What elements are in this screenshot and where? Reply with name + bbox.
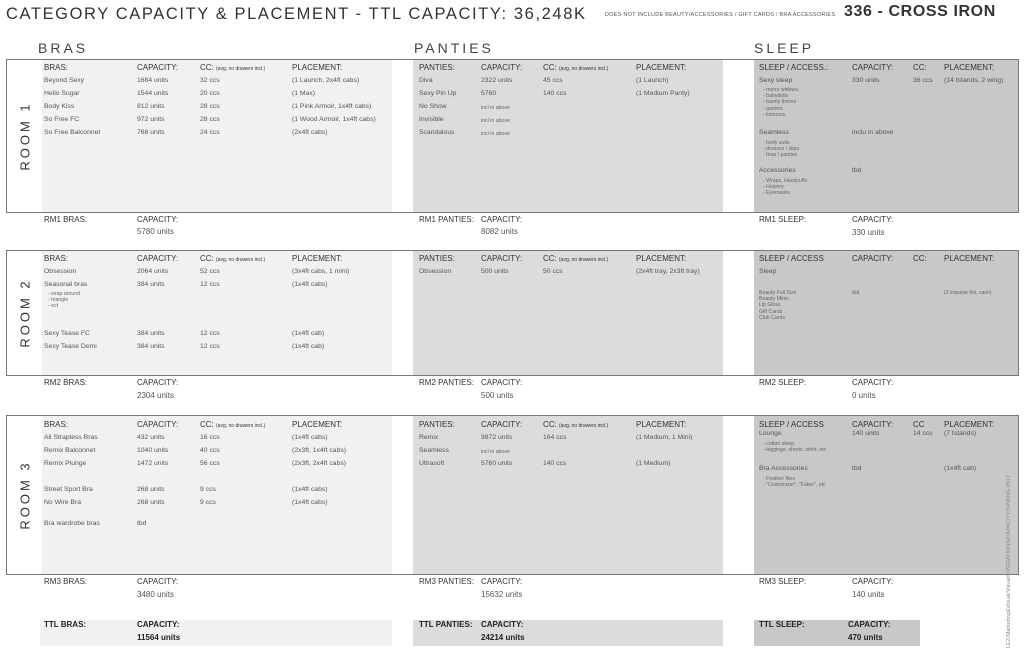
cell-rooms-r2-bras2-0-cc: 12 ccs [200,330,220,337]
cell-rooms-r2-bras_subs-2: - ect [48,303,59,310]
cell-rooms-r3-sleep-bra_acc_subs-1: - "Customizer", "Faker", etc [763,482,826,489]
cell-labels-cc_note: (avg, no drawers incl.) [559,257,609,263]
cell-rooms-r1-sleep-sexy_subs-4: - kimonos [763,111,786,118]
cell-rooms-r1-panties-2-name: No Show [419,103,447,110]
room2-label: ROOM 2 [17,278,32,348]
cell-rooms-r2-bras-1-name: Seasonal bras [44,281,88,288]
cell-rooms-r3-bras-1-cap: 1040 units [137,447,169,454]
cell-rooms-r1-sleep-seamless_subs-1: - dresses / slips [763,146,800,153]
cell-rooms-r1-panties-4-cap: incl in above [481,131,510,137]
cell-rooms-r1-sleep-acc_subs-2: - Eyemasks [763,190,791,197]
cell-rooms-r3-sleep-bra_acc: Bra Accessories [759,465,808,472]
total-sleep-value: 470 units [848,633,883,642]
cell-rooms-r1-bras-2-pl: (1 Pink Armoir, 1x4ft cabs) [292,103,372,110]
total-panties-value: 24214 units [481,633,525,642]
cell-rooms-r3-bras2-0-cap: 268 units [137,486,165,493]
cell-labels-placement: PLACEMENT: [944,420,995,429]
cell-rooms-r1-bras-3-cap: 972 units [137,116,165,123]
cell-labels-capacity: CAPACITY: [852,63,894,72]
total-sleep-label: TTL SLEEP: [759,620,805,629]
cell-rooms-r3-sum_sleep_val: 140 units [852,590,885,599]
cell-rooms-r2-sum_bras_val: 2304 units [137,391,174,400]
cell-rooms-r1-sum_bras_val: 5780 units [137,227,174,236]
cell-rooms-r1-panties-0-cap: 2322 units [481,77,513,84]
cell-rooms-r2-sum_sleep_val: 0 units [852,391,876,400]
cell-rooms-r1-panties-4-name: Scandalous [419,129,455,136]
cell-rooms-r3-bras-2-pl: (2x3ft, 2x4ft cabs) [292,460,347,467]
cell-rooms-r3-wardrobe-name: Bra wardrobe bras [44,520,100,527]
cell-rooms-r2-sleep-item: Sleep [759,268,777,275]
cell-rooms-r3-bras2-0-name: Street Sport Bra [44,486,93,493]
cell-rooms-r1-sleep-seamless_cap: inclu in above [852,129,894,136]
cell-labels-placement: PLACEMENT: [292,420,343,429]
cell-rooms-r3-bras-2-cap: 1472 units [137,460,169,467]
cell-rooms-r3-sleep-bra_acc_pl: (1x4ft cab) [944,465,977,472]
cell-rooms-r2-bras2-0-name: Sexy Tease FC [44,330,90,337]
cell-labels-capacity: CAPACITY: [137,420,179,429]
cell-rooms-r3-sleep-lounge: Lounge [759,430,782,437]
cell-rooms-r3-sleep-lounge_subs-0: - cotton sleep [763,441,795,447]
cell-rooms-r1-panties-1-pl: (1 Medium Panty) [636,90,690,97]
total-panties-label: TTL PANTIES: [419,620,473,629]
cell-rooms-r3-bras2-0-pl: (1x4ft cabs) [292,486,328,493]
cell-rooms-r1-bras-4-pl: (2x4ft cabs) [292,129,328,136]
cell-labels-capacity: CAPACITY: [137,378,179,387]
cell-rooms-r1-sleep-seamless_subs-2: - bras / panties [763,152,798,159]
cell-rooms-r1-bras-4-cap: 768 units [137,129,165,136]
cell-rooms-r1-sleep-accessories: Accessories [759,167,796,174]
cell-rooms-r2-sleep-beauty-0: Beauty Full Size [759,290,797,296]
cell-rooms-r2-sleep-beauty-3: Gift Cards [759,308,783,315]
cell-rooms-r2-bras-0-cap: 2064 units [137,268,169,275]
cell-rooms-r3-bras2-1-pl: (1x4ft cabs) [292,499,328,506]
cell-rooms-r1-bras-3-name: So Free FC [44,116,80,123]
cell-labels-cc: CC: [543,420,557,429]
cell-labels-placement: PLACEMENT: [944,63,995,72]
cell-rooms-r1-bras-1-pl: (1 Max) [292,90,316,97]
cell-rooms-r1-sleep-sexy_cap: 330 units [852,77,880,84]
cell-rooms-r1-bras-2-cc: 28 ccs [200,103,220,110]
r1-panties-header: PANTIES: [419,63,455,72]
cell-rooms-r1-sleep-sexy_subs-3: - garters [763,105,783,112]
cell-rooms-r2-bras-1-cc: 12 ccs [200,281,220,288]
cell-rooms-r3-bras-0-cc: 16 ccs [200,434,220,441]
cell-rooms-r1-bras-1-cap: 1544 units [137,90,169,97]
total-bras-value: 11564 units [137,633,181,642]
cell-labels-capacity: CAPACITY: [481,254,523,263]
cell-rooms-r1-bras-4-cc: 24 ccs [200,129,220,136]
cell-rooms-r1-bras-1-name: Hello Sugar [44,90,80,97]
cell-rooms-r1-sleep-sexy_subs-2: - barely theres [763,99,797,106]
cell-rooms-r1-sleep-acc_subs-0: - Wraps, Handcuffs [763,178,808,184]
cell-rooms-r1-bras-3-pl: (1 Wood Armoir, 1x4ft cabs) [292,116,376,123]
cell-rooms-r3-bras-0-pl: (1x4ft cabs) [292,434,328,441]
cell-labels-cc: CC: [200,420,214,429]
capacity-note: DOES NOT INCLUDE BEAUTY/ACCESSORIES / GIFT CARDS / BRA ACCESSORIES [605,12,836,18]
cell-rooms-r2-bras-1-cap: 384 units [137,281,165,288]
cell-rooms-r2-bras2-1-cc: 12 ccs [200,343,220,350]
cell-labels-capacity: CAPACITY: [137,215,179,224]
cell-rooms-r1-sleep-acc_subs-1: - Hosiery [763,184,784,191]
cell-rooms-r2-bras_subs-1: - triangle [48,297,69,304]
cell-labels-capacity: CAPACITY: [852,378,894,387]
cell-rooms-r2-sum_pant_val: 500 units [481,391,514,400]
store-name: 336 - CROSS IRON [844,3,996,20]
cell-labels-capacity: CAPACITY: [481,378,523,387]
cell-labels-capacity: CAPACITY: [852,577,894,586]
cell-rooms-r1-bras-0-cc: 32 ccs [200,77,220,84]
cell-labels-sleep_access: SLEEP / ACCESS [759,254,824,263]
cell-labels-cc: CC: [200,63,214,72]
cell-rooms-r2-sleep-beauty-1: Beauty Minis [759,296,789,303]
cell-rooms-r1-panties-2-cap: incl in above [481,105,510,111]
cell-rooms-r2-bras2-0-pl: (1x4ft cab) [292,330,325,337]
cell-rooms-r2-sleep-beauty_cap: tbd [852,290,860,296]
cell-rooms-r2-bras2-1-pl: (1x4ft cab) [292,343,325,350]
cell-rooms-r3-sum_bras: RM3 BRAS: [44,577,88,586]
cell-rooms-r3-bras2-1-name: No Wire Bra [44,499,82,506]
cell-rooms-r1-sleep-sexy_subs-0: - merry widows, [763,87,800,93]
cell-rooms-r1-sleep-sexy_cc: 36 ccs [913,77,933,84]
cell-rooms-r1-sleep-sexy_sleep: Sexy sleep [759,77,793,84]
cell-rooms-r1-bras-1-cc: 20 ccs [200,90,220,97]
cell-rooms-r2-bras-1-pl: (1x4ft cabs) [292,281,328,288]
cell-rooms-r1-sum_sleep_val: 330 units [852,228,885,237]
cell-labels-capacity: CAPACITY: [137,577,179,586]
cell-labels-panties: PANTIES: [419,254,455,263]
cell-rooms-r1-sum_bras: RM1 BRAS: [44,215,88,224]
cell-rooms-r2-sum_bras: RM2 BRAS: [44,378,88,387]
cell-labels-placement: PLACEMENT: [636,63,687,72]
cell-labels-sleep_access: SLEEP / ACCESS [759,420,824,429]
cell-rooms-r1-bras-2-name: Body Kiss [44,103,75,110]
cell-rooms-r2-sum_pant: RM2 PANTIES: [419,378,474,387]
cell-rooms-r3-sleep-bra_acc_subs-0: - Feather fitex [763,476,796,482]
cell-rooms-r1-panties-0-pl: (1 Launch) [636,77,669,84]
r1-sleep-header: SLEEP / ACCESS.: [759,63,829,72]
cell-labels-cc_note: (avg, no drawers incl.) [559,423,609,429]
r1-bras-pl-header: PLACEMENT: [292,63,343,72]
cell-rooms-r2-panties-0-cc: 50 ccs [543,268,563,275]
cell-rooms-r1-panties-3-cap: incl in above [481,118,510,124]
cell-rooms-r1-sum_pant: RM1 PANTIES: [419,215,474,224]
section-bras-title: BRAS [38,40,89,56]
r1-bras-header: BRAS: [44,63,69,72]
cell-rooms-r3-wardrobe-cap: tbd [137,520,147,527]
cell-labels-capacity: CAPACITY: [481,420,523,429]
cell-labels-capacity: CAPACITY: [852,420,894,429]
cell-labels-capacity: CAPACITY: [852,254,894,263]
cell-labels-bras: BRAS: [44,420,69,429]
cell-rooms-r3-bras2-1-cc: 9 ccs [200,499,216,506]
cell-rooms-r1-bras-0-name: Beyond Sexy [44,77,85,84]
cell-labels-capacity: CAPACITY: [852,215,894,224]
cell-totals-cap: CAPACITY: [848,620,891,629]
cell-rooms-r1-sum_sleep: RM1 SLEEP: [759,215,807,224]
cell-rooms-r2-bras-0-pl: (3x4ft cabs, 1 mini) [292,268,350,275]
cell-rooms-r3-bras-1-name: Remix Balconnet [44,447,96,454]
cell-rooms-r1-panties-1-cc: 140 ccs [543,90,567,97]
cell-labels-cc_note: (avg, no drawers incl.) [216,66,266,72]
cell-rooms-r2-panties-0-pl: (2x4ft tray, 2x3ft tray) [636,268,700,275]
cell-rooms-r2-panties-0-name: Obsession [419,268,452,275]
cell-totals-cap: CAPACITY: [481,620,524,629]
cell-rooms-r1-bras-2-cap: 812 units [137,103,165,110]
cell-rooms-r3-sum_pant: RM3 PANTIES: [419,577,474,586]
cell-rooms-r3-sum_sleep: RM3 SLEEP: [759,577,807,586]
cell-labels-placement: PLACEMENT: [636,420,687,429]
total-bras-label: TTL BRAS: [44,620,87,629]
cell-rooms-r1-sleep-sexy_pl: (14 tstands, 2 wing) [944,77,1004,84]
section-panties-title: PANTIES [414,40,494,56]
cell-rooms-r2-bras2-1-cap: 384 units [137,343,165,350]
cell-labels-placement: PLACEMENT: [636,254,687,263]
cell-labels-capacity: CAPACITY: [481,63,523,72]
cell-labels-cc_note: (avg, no drawers incl.) [216,257,266,263]
cell-rooms-r2-bras-0-cc: 52 ccs [200,268,220,275]
cell-rooms-r3-sleep-lounge_subs-1: - leggings, shorts, tshirt, etc [763,447,827,454]
cell-rooms-r3-sleep-lounge_cap: 140 units [852,430,880,437]
cell-rooms-r3-bras-2-name: Remix Plunge [44,460,87,467]
cell-labels-placement: PLACEMENT: [944,254,995,263]
cell-rooms-r3-sum_bras_val: 3480 units [137,590,174,599]
file-path-text: LEZ/Marketing&Visual/Visual/OPERATIONS/CAPACITY/SPRING 2017 [1006,475,1012,648]
cell-rooms-r1-bras-3-cc: 28 ccs [200,116,220,123]
cell-rooms-r3-bras-2-cc: 56 ccs [200,460,220,467]
cell-rooms-r2-sleep-beauty_pl: (2 impulse fixt, cash) [944,290,992,296]
cell-rooms-r3-panties-2-cc: 140 ccs [543,460,567,467]
cell-rooms-r1-panties-1-cap: 5760 [481,90,497,97]
cell-rooms-r1-bras-4-name: So Free Balconnet [44,129,101,136]
cell-rooms-r3-sleep-lounge_cc: 14 ccs [913,430,933,437]
cell-rooms-r2-panties-0-cap: 500 units [481,268,509,275]
room3-label: ROOM 3 [17,460,32,530]
cell-rooms-r2-sleep-beauty-2: Lip Gloss [759,302,781,309]
page-title: CATEGORY CAPACITY & PLACEMENT - TTL CAPACITY: 36,248K [6,5,587,23]
cell-totals-cap: CAPACITY: [137,620,180,629]
cell-rooms-r1-bras-0-cap: 1684 units [137,77,169,84]
cell-rooms-r3-panties-0-pl: (1 Medium, 1 Mini) [636,434,693,441]
cell-labels-placement: PLACEMENT: [292,254,343,263]
cell-labels-cc: CC: [913,254,927,263]
cell-rooms-r2-sum_sleep: RM2 SLEEP: [759,378,807,387]
cell-labels-capacity: CAPACITY: [137,254,179,263]
room1-label-cell [7,60,42,212]
cell-labels-capacity: CAPACITY: [481,215,523,224]
section-sleep-title: SLEEP [754,40,815,56]
cell-rooms-r3-bras-1-pl: (2x3ft, 1x4ft cabs) [292,447,347,454]
cell-rooms-r1-panties-0-cc: 45 ccs [543,77,563,84]
cell-labels-cc: CC: [200,254,214,263]
r1-bras-cc-header [200,63,265,72]
cell-rooms-r3-panties-2-name: Ultrasoft [419,460,445,467]
cell-rooms-r1-sleep-acc_cap: tbd [852,167,862,174]
cell-rooms-r3-bras2-0-cc: 9 ccs [200,486,216,493]
cell-labels-cc: CC: [543,254,557,263]
cell-rooms-r1-sleep-seamless_subs-0: - body suits [763,140,790,146]
cell-rooms-r3-bras-0-name: All Strapless Bras [44,434,98,441]
cell-rooms-r3-sleep-bra_acc_cap: tbd [852,465,862,472]
cell-rooms-r2-bras-0-name: Obsession [44,268,77,275]
cell-rooms-r3-bras-1-cc: 40 ccs [200,447,220,454]
cell-labels-cc_r3: CC [913,420,925,429]
cell-rooms-r2-bras_subs-0: - wrap around [48,291,81,297]
cell-rooms-r1-sleep-seamless: Seamless [759,129,789,136]
cell-rooms-r3-panties-0-cc: 164 ccs [543,434,567,441]
cell-rooms-r1-panties-3-name: Invisible [419,116,444,123]
room1-label: ROOM 1 [17,101,32,171]
cell-rooms-r3-bras-0-cap: 432 units [137,434,165,441]
cell-labels-cc_note: (avg, no drawers incl.) [216,423,266,429]
cell-rooms-r3-panties-1-name: Seamless [419,447,449,454]
cell-rooms-r3-panties-2-pl: (1 Medium) [636,460,671,467]
cell-labels-cc: CC: [913,63,927,72]
cell-rooms-r3-panties-1-cap: incl in above [481,449,510,455]
cell-labels-bras: BRAS: [44,254,69,263]
cell-labels-cc_note: (avg, no drawers incl.) [559,66,609,72]
cell-rooms-r1-bras-0-pl: (1 Launch, 2x4ft cabs) [292,77,360,84]
cell-rooms-r2-bras2-0-cap: 384 units [137,330,165,337]
total-bras-bar [40,620,392,646]
cell-labels-cc: CC: [543,63,557,72]
cell-rooms-r1-panties-1-name: Sexy Pin Up [419,90,457,97]
cell-rooms-r3-sleep-lounge_pl: (7 tstands) [944,430,977,437]
cell-labels-capacity: CAPACITY: [481,577,523,586]
r1-bras-cap-header: CAPACITY: [137,63,179,72]
cell-rooms-r2-sleep-beauty-4: Club Cards [759,314,785,321]
cell-rooms-r3-panties-0-name: Remix [419,434,439,441]
cell-rooms-r2-bras2-1-name: Sexy Tease Demi [44,343,97,350]
cell-rooms-r3-panties-0-cap: 9872 units [481,434,513,441]
cell-rooms-r1-sum_pant_val: 8082 units [481,227,518,236]
cell-rooms-r1-panties-0-name: Diva [419,77,433,84]
cell-labels-panties: PANTIES: [419,420,455,429]
cell-rooms-r3-bras2-1-cap: 268 units [137,499,165,506]
cell-rooms-r3-sum_pant_val: 15632 units [481,590,523,599]
cell-rooms-r1-sleep-sexy_subs-1: - babydolls [763,93,789,100]
cell-rooms-r3-panties-2-cap: 5760 units [481,460,513,467]
